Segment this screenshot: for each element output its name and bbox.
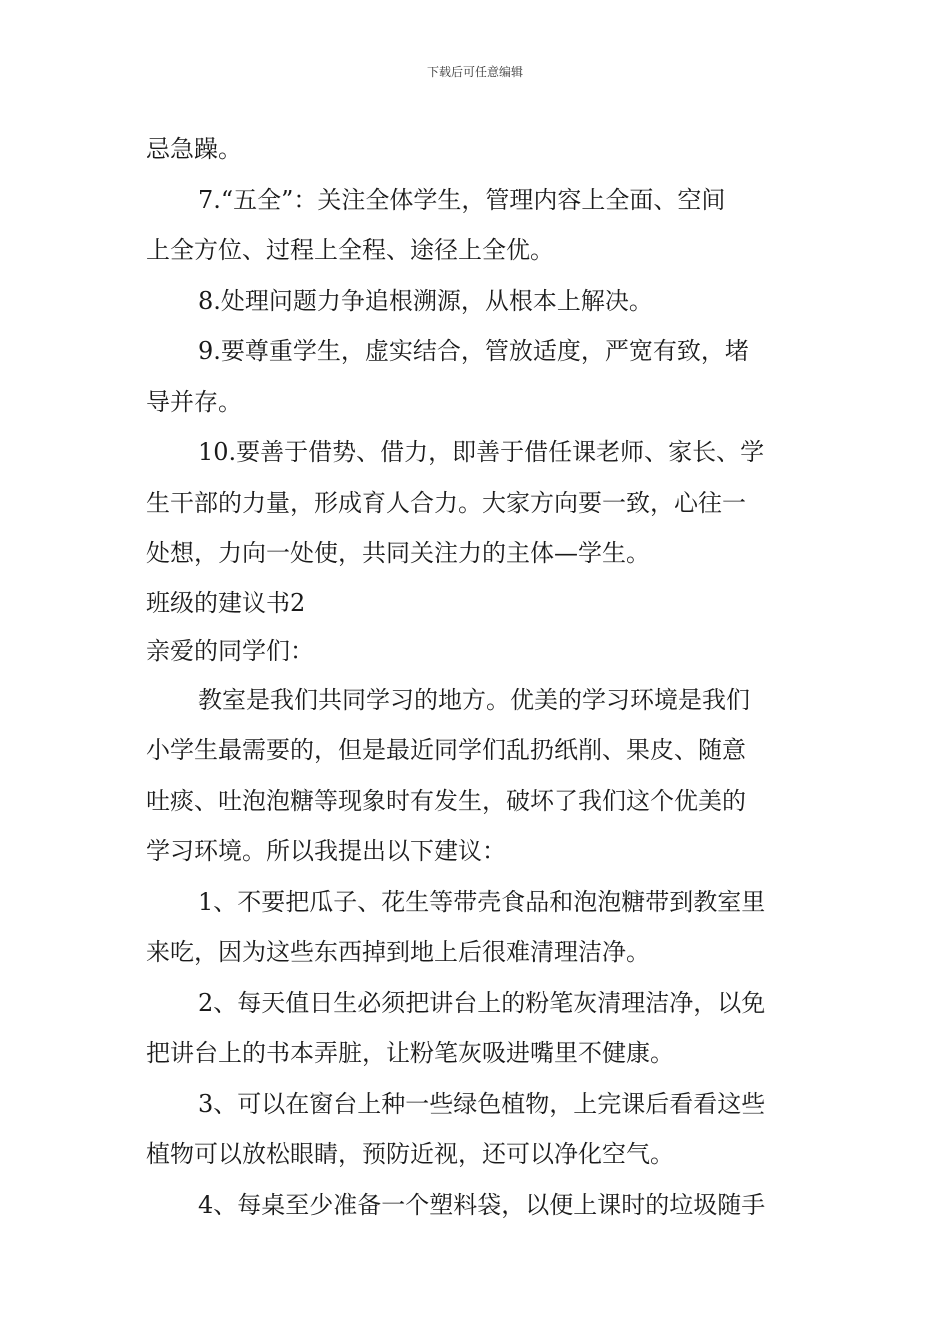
list-item-7: 7.“五全”：关注全体学生，管理内容上全面、空间 [198, 185, 726, 214]
suggestion-4: 4、每桌至少准备一个塑料袋，以便上课时的垃圾随手 [198, 1190, 766, 1219]
list-item-10: 10.要善于借势、借力，即善于借任课老师、家长、学 [198, 438, 765, 466]
list-item-9: 9.要尊重学生，虚实结合，管放适度，严宽有致，堵 [198, 337, 749, 365]
text-line: 上全方位、过程上全程、途径上全优。 [146, 236, 554, 264]
text-line: 导并存。 [146, 387, 242, 416]
text-line: 来吃，因为这些东西掉到地上后很难清理洁净。 [146, 938, 650, 966]
list-item-8: 8.处理问题力争追根溯源，从根本上解决。 [198, 286, 653, 315]
text-line: 忌急躁。 [146, 135, 242, 163]
text-line: 学习环境。所以我提出以下建议： [146, 837, 506, 865]
text-line: 把讲台上的书本弄脏，让粉笔灰吸进嘴里不健康。 [146, 1039, 674, 1067]
suggestion-2: 2、每天值日生必须把讲台上的粉笔灰清理洁净，以免 [198, 988, 766, 1017]
suggestion-3: 3、可以在窗台上种一些绿色植物，上完课后看看这些 [198, 1089, 766, 1118]
text-line: 生干部的力量，形成育人合力。大家方向要一致，心往一 [146, 488, 746, 517]
text-line: 植物可以放松眼睛，预防近视，还可以净化空气。 [146, 1140, 674, 1168]
section-title: 班级的建议书2 [146, 588, 306, 617]
text-line: 处想，力向一处使，共同关注力的主体—学生。 [146, 539, 650, 567]
text-line: 小学生最需要的，但是最近同学们乱扔纸削、果皮、随意 [146, 736, 746, 764]
suggestion-1: 1、不要把瓜子、花生等带壳食品和泡泡糖带到教室里 [198, 887, 766, 916]
text-line: 吐痰、吐泡泡糖等现象时有发生，破坏了我们这个优美的 [146, 786, 746, 815]
paragraph-start: 教室是我们共同学习的地方。优美的学习环境是我们 [198, 685, 750, 714]
salutation: 亲爱的同学们： [146, 636, 314, 665]
page-header-note: 下载后可任意编辑 [426, 65, 523, 79]
document-body [146, 124, 808, 1230]
